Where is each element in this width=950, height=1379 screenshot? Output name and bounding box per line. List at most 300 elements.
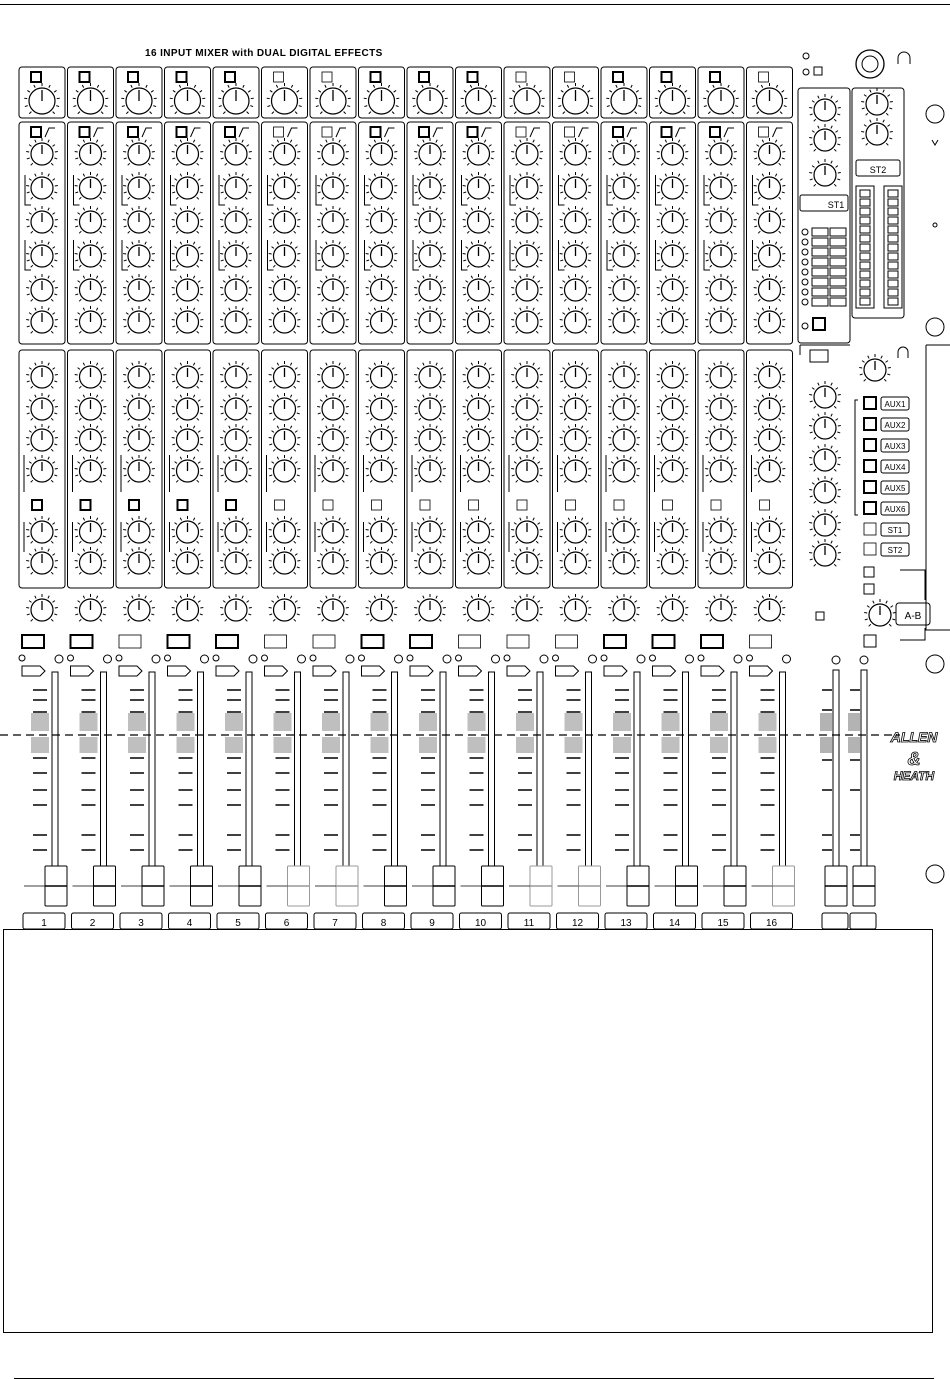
route-switch [830, 288, 846, 296]
pad-switch [419, 72, 429, 82]
aux-master-label: AUX5 [884, 484, 906, 493]
rotary-knob [809, 412, 841, 439]
hpf-switch [177, 127, 187, 137]
aux-bracket [855, 400, 858, 515]
monitor-switch [810, 350, 828, 362]
pfl-button [249, 655, 257, 663]
pad-switch [80, 72, 90, 82]
notes-box [3, 929, 933, 1333]
edge-bracket [926, 345, 950, 630]
peak-led [310, 655, 316, 661]
meter-segment [888, 199, 898, 206]
meter-segment [860, 253, 870, 260]
peak-led [650, 655, 656, 661]
indicator-led [803, 69, 809, 75]
pfl-button [589, 655, 597, 663]
meter-segment [860, 262, 870, 269]
mute-switch [313, 635, 335, 648]
ab-label: A-B [904, 611, 922, 622]
peak-led [698, 655, 704, 661]
rotary-knob [269, 594, 301, 621]
master-pfl [860, 656, 868, 664]
ab-switch [864, 635, 876, 647]
rotary-knob [26, 594, 58, 621]
channel-strips [19, 67, 795, 929]
rotary-knob [754, 594, 786, 621]
pfl-button [104, 655, 112, 663]
pad-switch [225, 72, 235, 82]
peak-led [213, 655, 219, 661]
rotary-knob [366, 594, 398, 621]
channel-number: 9 [429, 918, 435, 929]
route-arrow [119, 666, 142, 676]
fader-slot [52, 672, 58, 890]
pre-post-switch [372, 500, 382, 510]
route-led [802, 259, 808, 265]
pad-switch [468, 72, 478, 82]
aux-master-switch [864, 460, 876, 472]
route-switch [812, 238, 828, 246]
route-switch [812, 288, 828, 296]
route-switch [812, 248, 828, 256]
channel-number: 10 [474, 918, 487, 929]
panel-handle [926, 318, 944, 336]
route-arrow [750, 666, 773, 676]
panel-handle [926, 105, 944, 123]
mute-switch [604, 635, 626, 648]
fader-slot [634, 672, 640, 890]
route-arrow [410, 666, 433, 676]
pad-switch [31, 72, 41, 82]
mute-switch [750, 635, 772, 648]
channel-strip [504, 67, 552, 929]
pre-post-switch [711, 500, 721, 510]
small-switch [814, 67, 822, 75]
brand-line-2: & [907, 749, 921, 769]
route-arrow [265, 666, 288, 676]
pfl-button [346, 655, 354, 663]
route-switch [830, 238, 846, 246]
hpf-switch [371, 127, 381, 137]
rotary-knob [560, 594, 592, 621]
pad-switch [710, 72, 720, 82]
pfl-button [201, 655, 209, 663]
small-switch-3 [864, 584, 874, 594]
pfl-button [734, 655, 742, 663]
meter-segment [888, 226, 898, 233]
fader-scale [565, 690, 583, 850]
pfl-button [298, 655, 306, 663]
pad-switch [759, 72, 769, 82]
peak-led [747, 655, 753, 661]
mixer-title: 16 INPUT MIXER with DUAL DIGITAL EFFECTS [145, 48, 383, 59]
route-led [802, 249, 808, 255]
channel-number: 16 [765, 918, 778, 929]
rotary-knob [809, 476, 841, 503]
fader-slot [731, 672, 737, 890]
meter-segment [860, 244, 870, 251]
route-arrow [459, 666, 482, 676]
fader-slot [149, 672, 155, 890]
peak-led [456, 655, 462, 661]
rotary-knob [657, 594, 689, 621]
route-led [802, 323, 808, 329]
rotary-knob [123, 594, 155, 621]
meter-segment [860, 289, 870, 296]
channel-strip [407, 67, 455, 929]
rotary-knob [463, 594, 495, 621]
pad-switch [613, 72, 623, 82]
pad-switch [565, 72, 575, 82]
pre-post-switch [275, 500, 285, 510]
route-arrow [507, 666, 530, 676]
fader-scale [613, 690, 631, 850]
rotary-knob [511, 594, 543, 621]
mute-switch [265, 635, 287, 648]
master-pfl [832, 656, 840, 664]
hpf-switch [468, 127, 478, 137]
pre-post-switch [32, 500, 42, 510]
peak-led [68, 655, 74, 661]
pre-post-switch [760, 500, 770, 510]
route-arrow [313, 666, 336, 676]
phones-jack-inner [862, 56, 878, 72]
meter-segment [860, 208, 870, 215]
phones-icon-2 [898, 347, 908, 358]
fader-scale [31, 690, 49, 850]
pfl-button [783, 655, 791, 663]
route-arrow [168, 666, 191, 676]
route-arrow [22, 666, 45, 676]
channel-number: 11 [523, 918, 535, 929]
pre-post-switch [469, 500, 479, 510]
channel-strip [601, 67, 649, 929]
mute-switch [459, 635, 481, 648]
mute-switch [216, 635, 238, 648]
fader-scale [759, 690, 777, 850]
meter-segment [888, 190, 898, 197]
channel-strip [747, 67, 795, 929]
rotary-knob [809, 539, 841, 566]
hpf-switch [274, 127, 284, 137]
rotary-knob [809, 444, 841, 471]
hpf-switch [613, 127, 623, 137]
channel-strip [213, 67, 261, 929]
meter-segment [888, 262, 898, 269]
small-switch-4 [816, 612, 824, 620]
fader-slot [295, 672, 301, 890]
rotary-knob [864, 599, 896, 626]
master-number-tab [850, 913, 876, 929]
pre-post-switch [517, 500, 527, 510]
pre-post-switch [663, 500, 673, 510]
channel-strip [68, 67, 116, 929]
route-switch [812, 268, 828, 276]
pre-post-switch [323, 500, 333, 510]
bus-switch [864, 523, 876, 535]
hpf-switch [565, 127, 575, 137]
fader-slot [343, 672, 349, 890]
pfl-button [637, 655, 645, 663]
pad-switch [371, 72, 381, 82]
rotary-knob [414, 594, 446, 621]
peak-led [359, 655, 365, 661]
aux-master-label: AUX4 [884, 463, 906, 472]
fader-scale [80, 690, 98, 850]
channel-number: 8 [380, 918, 387, 929]
peak-led [19, 655, 25, 661]
brand-line-1: ALLEN [890, 729, 938, 745]
pad-switch [322, 72, 332, 82]
mute-switch [168, 635, 190, 648]
channel-number: 1 [41, 918, 47, 929]
meter-segment [860, 271, 870, 278]
fader-slot [101, 672, 107, 890]
aux-master-switch [864, 502, 876, 514]
meter-segment [888, 298, 898, 305]
pfl-button [55, 655, 63, 663]
route-led [802, 239, 808, 245]
hpf-switch [225, 127, 235, 137]
mute-switch [507, 635, 529, 648]
meter-segment [888, 280, 898, 287]
fader-scale [274, 690, 292, 850]
fader-scale [225, 690, 243, 850]
edge-dot [933, 223, 937, 227]
pre-post-switch [614, 500, 624, 510]
channel-number: 5 [235, 918, 241, 929]
pad-switch [128, 72, 138, 82]
fader-slot [489, 672, 495, 890]
route-switch [830, 278, 846, 286]
rotary-knob [75, 594, 107, 621]
fader-slot [586, 672, 592, 890]
master-number-tab [822, 913, 848, 929]
route-switch [830, 228, 846, 236]
route-switch [830, 298, 846, 306]
channel-number: 4 [186, 918, 193, 929]
fader-scale [710, 690, 728, 850]
hpf-switch [322, 127, 332, 137]
mute-switch [410, 635, 432, 648]
ab-bracket [900, 628, 925, 640]
st1-label: ST1 [827, 200, 845, 210]
rotary-knob [172, 594, 204, 621]
hpf-switch [710, 127, 720, 137]
rotary-knob [608, 594, 640, 621]
pfl-button [540, 655, 548, 663]
hpf-switch [128, 127, 138, 137]
pfl-button [395, 655, 403, 663]
pad-switch [177, 72, 187, 82]
pad-switch [516, 72, 526, 82]
meter-segment [860, 217, 870, 224]
peak-led [165, 655, 171, 661]
peak-led [262, 655, 268, 661]
fader-slot [537, 672, 543, 890]
route-arrow [701, 666, 724, 676]
pre-post-switch [129, 500, 139, 510]
fader-scale [177, 690, 195, 850]
route-switch [812, 228, 828, 236]
pre-post-switch [81, 500, 91, 510]
meter-segment [860, 190, 870, 197]
brand-line-3: HEATH [893, 769, 935, 783]
channel-number: 12 [571, 918, 584, 929]
channel-strip [650, 67, 698, 929]
peak-led [407, 655, 413, 661]
aux-master-label: AUX2 [884, 421, 906, 430]
aux-master-switch [864, 439, 876, 451]
meter-segment [888, 235, 898, 242]
aux-master-switch [864, 481, 876, 493]
panel-handle [926, 865, 944, 883]
bus-label: ST2 [887, 546, 903, 555]
pfl-button [443, 655, 451, 663]
hpf-switch [662, 127, 672, 137]
channel-strip [310, 67, 358, 929]
meter-segment [888, 217, 898, 224]
route-switch [830, 258, 846, 266]
fader-scale [128, 690, 146, 850]
pad-switch [662, 72, 672, 82]
rotary-knob [809, 381, 841, 408]
ab-bracket [900, 570, 925, 600]
channel-number: 13 [620, 918, 632, 929]
channel-number: 15 [717, 918, 729, 929]
route-switch [830, 268, 846, 276]
fader-slot [440, 672, 446, 890]
fader-slot [392, 672, 398, 890]
route-arrow [71, 666, 94, 676]
fader-slot [683, 672, 689, 890]
fader-scale [662, 690, 680, 850]
channel-strip [165, 67, 213, 929]
peak-led [504, 655, 510, 661]
aux-master-label: AUX1 [884, 400, 906, 409]
hpf-switch [759, 127, 769, 137]
aux-master-label: AUX3 [884, 442, 906, 451]
channel-strip [698, 67, 746, 929]
panel-handle [926, 655, 944, 673]
master-section [798, 50, 950, 929]
channel-number: 3 [138, 918, 144, 929]
route-arrow [362, 666, 385, 676]
channel-strip [262, 67, 310, 929]
channel-strip [553, 67, 601, 929]
mute-switch [653, 635, 675, 648]
master-fader-slot [833, 670, 839, 885]
route-led [802, 269, 808, 275]
channel-strip [359, 67, 407, 929]
fader-scale [371, 690, 389, 850]
route-master-switch [813, 318, 825, 330]
route-arrow [653, 666, 676, 676]
headphones-icon [898, 52, 910, 64]
channel-number: 2 [89, 918, 96, 929]
mute-switch [71, 635, 93, 648]
meter-segment [888, 289, 898, 296]
channel-number: 7 [332, 918, 338, 929]
pre-post-switch [178, 500, 188, 510]
fader-scale [468, 690, 486, 850]
st2-label: ST2 [869, 165, 887, 175]
bus-label: ST1 [887, 526, 903, 535]
hpf-switch [80, 127, 90, 137]
route-switch [812, 278, 828, 286]
route-arrow [556, 666, 579, 676]
fader-scale [419, 690, 437, 850]
pre-post-switch [566, 500, 576, 510]
pad-switch [274, 72, 284, 82]
route-led [802, 229, 808, 235]
fader-slot [246, 672, 252, 890]
meter-segment [860, 235, 870, 242]
route-switch [812, 298, 828, 306]
rotary-knob [317, 594, 349, 621]
channel-strip [456, 67, 504, 929]
fader-scale [322, 690, 340, 850]
meter-segment [860, 298, 870, 305]
indicator-led [803, 53, 809, 59]
rotary-knob [705, 594, 737, 621]
pfl-button [686, 655, 694, 663]
meter-segment [860, 199, 870, 206]
meter-segment [888, 208, 898, 215]
bus-switch [864, 543, 876, 555]
peak-led [553, 655, 559, 661]
route-switch [812, 258, 828, 266]
pfl-button [152, 655, 160, 663]
hpf-switch [419, 127, 429, 137]
mute-switch [362, 635, 384, 648]
fader-slot [198, 672, 204, 890]
meter-segment [888, 271, 898, 278]
rotary-knob [809, 509, 841, 536]
fader-scale [516, 690, 534, 850]
peak-led [116, 655, 122, 661]
meter-segment [888, 244, 898, 251]
mute-switch [701, 635, 723, 648]
meter-segment [888, 253, 898, 260]
mute-switch [22, 635, 44, 648]
pre-post-switch [226, 500, 236, 510]
route-arrow [604, 666, 627, 676]
mute-switch [119, 635, 141, 648]
pfl-button [492, 655, 500, 663]
meter-segment [860, 226, 870, 233]
route-led [802, 279, 808, 285]
pre-post-switch [420, 500, 430, 510]
meter-segment [860, 280, 870, 287]
small-switch-2 [864, 567, 874, 577]
route-arrow [216, 666, 239, 676]
aux-master-switch [864, 418, 876, 430]
allen-heath-logo [890, 729, 939, 783]
route-switch [830, 248, 846, 256]
fader-slot [780, 672, 786, 890]
aux-master-label: AUX6 [884, 505, 906, 514]
route-led [802, 289, 808, 295]
hpf-switch [31, 127, 41, 137]
aux-master-switch [864, 397, 876, 409]
route-led [802, 299, 808, 305]
rotary-knob [220, 594, 252, 621]
rotary-knob [859, 354, 891, 381]
hpf-switch [516, 127, 526, 137]
peak-led [601, 655, 607, 661]
master-fader-slot [861, 670, 867, 885]
